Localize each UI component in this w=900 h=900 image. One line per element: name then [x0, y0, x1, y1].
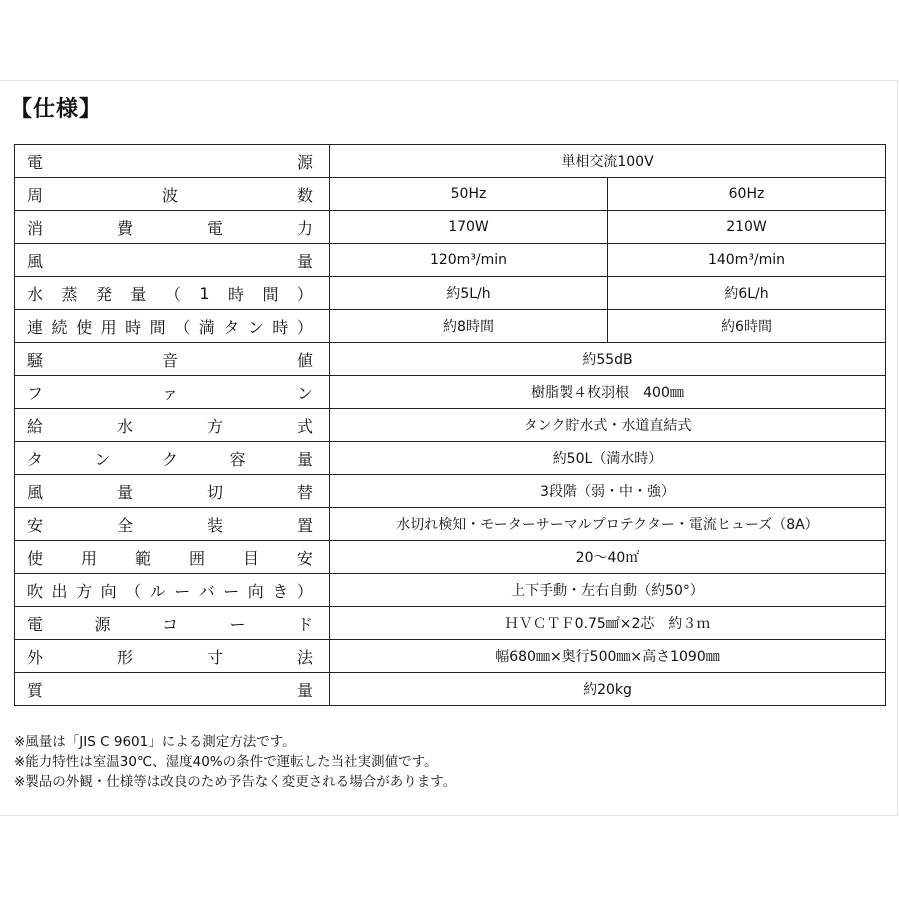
spec-label-cell	[15, 277, 330, 310]
spec-label: 風 量	[27, 251, 313, 271]
page-title: 【仕様】	[10, 97, 103, 122]
spec-label-cell	[15, 178, 330, 211]
spec-value: 約55dB	[330, 343, 886, 376]
spec-row	[15, 178, 886, 211]
spec-value: 約5L/h	[330, 277, 608, 310]
spec-label-cell	[15, 145, 330, 178]
spec-label-cell	[15, 211, 330, 244]
spec-value: 樹脂製４枚羽根 400㎜	[330, 376, 886, 409]
spec-label-cell	[15, 475, 330, 508]
spec-row	[15, 574, 886, 607]
spec-label-cell	[15, 541, 330, 574]
spec-label: 吹 出 方 向 （ ル ー バ ー 向 き ）	[27, 581, 313, 601]
spec-label-cell	[15, 607, 330, 640]
spec-value: 3段階（弱・中・強）	[330, 475, 886, 508]
spec-value: 210W	[608, 211, 886, 244]
spec-table	[14, 144, 886, 706]
spec-value: 120m³/min	[330, 244, 608, 277]
spec-value: 20〜40㎡	[330, 541, 886, 574]
spec-row	[15, 640, 886, 673]
spec-row	[15, 277, 886, 310]
spec-value: 約6L/h	[608, 277, 886, 310]
spec-row	[15, 211, 886, 244]
spec-row	[15, 310, 886, 343]
spec-row	[15, 541, 886, 574]
spec-row	[15, 145, 886, 178]
spec-label: 使 用 範 囲 目 安	[27, 548, 313, 568]
spec-value: 50Hz	[330, 178, 608, 211]
spec-label: 連 続 使 用 時 間 （ 満 タ ン 時 ）	[27, 317, 313, 337]
spec-label: 給 水 方 式	[27, 416, 313, 436]
note-line: ※能力特性は室温30℃、湿度40%の条件で運転した当社実測値です。	[14, 754, 438, 770]
spec-value: 水切れ検知・モーターサーマルプロテクター・電流ヒューズ（8A）	[330, 508, 886, 541]
spec-label-cell	[15, 343, 330, 376]
spec-label: 水 蒸 発 量 （ 1 時 間 ）	[27, 283, 313, 304]
spec-label: 安 全 装 置	[27, 515, 313, 535]
spec-label: 周 波 数	[27, 185, 313, 205]
spec-row	[15, 343, 886, 376]
spec-value: タンク貯水式・水道直結式	[330, 409, 886, 442]
spec-label-cell	[15, 376, 330, 409]
spec-value: ＨＶＣＴＦ0.75㎟×2芯 約３ｍ	[330, 607, 886, 640]
spec-label: 外 形 寸 法	[27, 647, 313, 667]
spec-label: 電 源 コ ー ド	[27, 614, 313, 634]
spec-label-cell	[15, 442, 330, 475]
spec-label-cell	[15, 640, 330, 673]
notes	[14, 732, 456, 792]
spec-label-cell	[15, 244, 330, 277]
spec-value: 上下手動・左右自動（約50°）	[330, 574, 886, 607]
spec-value: 単相交流100V	[330, 145, 886, 178]
spec-row	[15, 607, 886, 640]
spec-value: 60Hz	[608, 178, 886, 211]
spec-row	[15, 409, 886, 442]
note-line: ※風量は「JIS C 9601」による測定方法です。	[14, 734, 296, 750]
spec-row	[15, 376, 886, 409]
spec-label-cell	[15, 673, 330, 706]
spec-value: 約8時間	[330, 310, 608, 343]
spec-label-cell	[15, 508, 330, 541]
note-line: ※製品の外観・仕様等は改良のため予告なく変更される場合があります。	[14, 774, 457, 790]
spec-label: フ ァ ン	[27, 383, 313, 403]
spec-value: 幅680㎜×奥行500㎜×高さ1090㎜	[330, 640, 886, 673]
spec-label: 消 費 電 力	[27, 218, 313, 238]
spec-label-cell	[15, 310, 330, 343]
spec-label: 電 源	[27, 152, 313, 172]
spec-row	[15, 673, 886, 706]
spec-table-body	[15, 145, 886, 706]
spec-row	[15, 442, 886, 475]
spec-label: タ ン ク 容 量	[27, 449, 313, 469]
spec-value: 170W	[330, 211, 608, 244]
spec-row	[15, 244, 886, 277]
spec-value: 約50L（満水時）	[330, 442, 886, 475]
spec-value: 約20kg	[330, 673, 886, 706]
spec-row	[15, 475, 886, 508]
spec-row	[15, 508, 886, 541]
spec-value: 約6時間	[608, 310, 886, 343]
spec-label-cell	[15, 409, 330, 442]
spec-label-cell	[15, 574, 330, 607]
spec-label: 風 量 切 替	[27, 482, 313, 502]
spec-value: 140m³/min	[608, 244, 886, 277]
spec-label: 騒 音 値	[27, 350, 313, 370]
spec-label: 質 量	[27, 680, 313, 700]
